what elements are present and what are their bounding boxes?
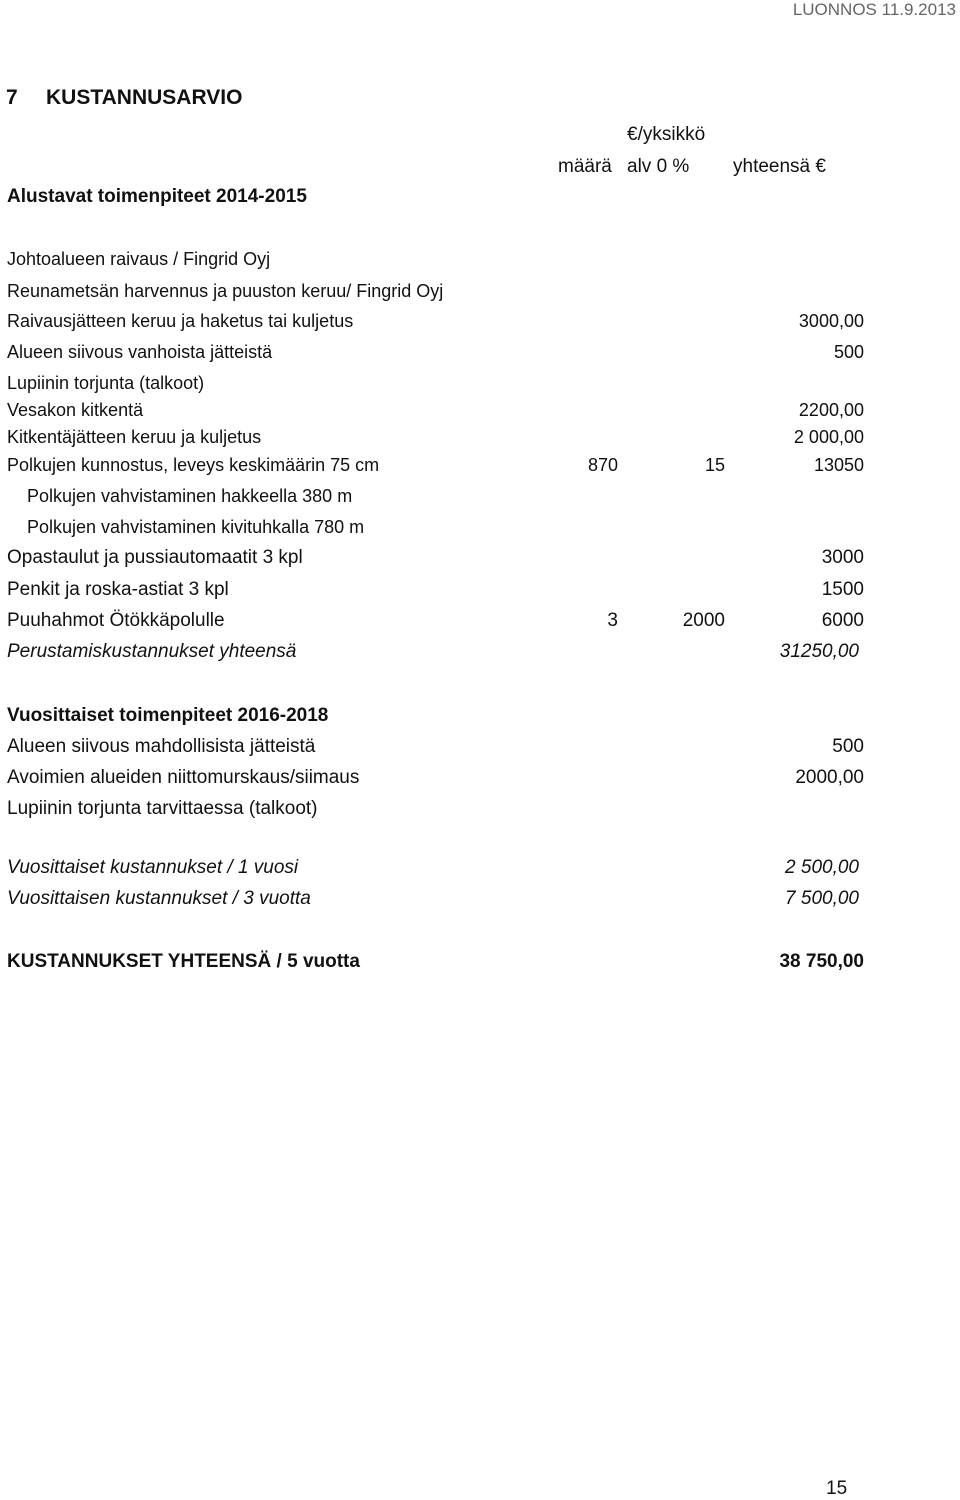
cost-row xyxy=(0,736,960,764)
cost-row xyxy=(0,610,960,638)
row-label: Avoimien alueiden niittomurskaus/siimaus xyxy=(7,767,360,788)
grand-total-row xyxy=(0,951,960,979)
cost-row xyxy=(0,342,960,370)
row-total: 2200,00 xyxy=(798,400,864,420)
row-label: Alueen siivous vanhoista jätteistä xyxy=(7,342,273,362)
row-label: Vesakon kitkentä xyxy=(7,400,144,420)
cost-row xyxy=(0,486,960,514)
row-label: Lupiinin torjunta (talkoot) xyxy=(7,373,205,393)
cost-row xyxy=(0,579,960,607)
row-label: Reunametsän harvennus ja puuston keruu/ Fingrid Oyj xyxy=(7,281,444,301)
grand-total-label: KUSTANNUKSET YHTEENSÄ / 5 vuotta xyxy=(7,951,360,972)
row-total: 2 000,00 xyxy=(793,427,864,447)
section-heading xyxy=(6,86,242,110)
section-title: KUSTANNUSARVIO xyxy=(46,86,243,109)
row-quantity: 870 xyxy=(587,455,618,475)
column-header-unit-price: €/yksikkö xyxy=(627,124,706,145)
row-total: 500 xyxy=(833,342,864,362)
row-label: Alueen siivous mahdollisista jätteistä xyxy=(7,736,316,757)
column-header-vat: alv 0 % xyxy=(627,156,690,177)
section-number: 7 xyxy=(6,86,18,109)
page-number: 15 xyxy=(826,1478,848,1499)
row-total: 3000,00 xyxy=(798,311,864,331)
row-label: Puuhahmot Ötökkäpolulle xyxy=(7,610,225,631)
row-label: Penkit ja roska-astiat 3 kpl xyxy=(7,579,229,600)
row-unit-price: 15 xyxy=(704,455,725,475)
annual-cost-value: 2 500,00 xyxy=(785,857,859,878)
group1-title: Alustavat toimenpiteet 2014-2015 xyxy=(7,186,307,207)
grand-total-value: 38 750,00 xyxy=(779,951,864,972)
cost-row xyxy=(0,517,960,545)
cost-row xyxy=(0,455,960,483)
subtotal-row xyxy=(0,641,960,669)
row-label: Lupiinin torjunta tarvittaessa (talkoot) xyxy=(7,798,318,819)
cost-row xyxy=(0,373,960,401)
cost-row xyxy=(0,427,960,455)
row-label: Johtoalueen raivaus / Fingrid Oyj xyxy=(7,249,271,269)
row-total: 500 xyxy=(832,736,864,757)
row-total: 6000 xyxy=(821,610,864,631)
cost-row xyxy=(0,798,960,826)
row-total: 3000 xyxy=(821,547,864,568)
row-label: Opastaulut ja pussiautomaatit 3 kpl xyxy=(7,547,303,568)
annual-cost-row xyxy=(0,857,960,885)
group2-title: Vuosittaiset toimenpiteet 2016-2018 xyxy=(7,705,329,726)
row-quantity: 3 xyxy=(607,610,618,631)
cost-row xyxy=(0,547,960,575)
row-total: 13050 xyxy=(813,455,864,475)
cost-row xyxy=(0,311,960,339)
draft-stamp: LUONNOS 11.9.2013 xyxy=(792,0,956,19)
subtotal-value: 31250,00 xyxy=(779,641,859,662)
row-label: Polkujen vahvistaminen hakkeella 380 m xyxy=(27,486,353,506)
row-total: 2000,00 xyxy=(795,767,864,788)
three-year-cost-label: Vuosittaisen kustannukset / 3 vuotta xyxy=(7,888,311,909)
annual-cost-label: Vuosittaiset kustannukset / 1 vuosi xyxy=(7,857,299,878)
row-label: Polkujen kunnostus, leveys keskimäärin 75 cm xyxy=(7,455,380,475)
cost-row xyxy=(0,281,960,309)
subtotal-label: Perustamiskustannukset yhteensä xyxy=(7,641,297,662)
cost-row xyxy=(0,400,960,428)
row-total: 1500 xyxy=(821,579,864,600)
row-unit-price: 2000 xyxy=(682,610,725,631)
cost-row xyxy=(0,767,960,795)
column-header-quantity: määrä xyxy=(558,156,612,177)
row-label: Raivausjätteen keruu ja haketus tai kuljetus xyxy=(7,311,354,331)
row-label: Polkujen vahvistaminen kivituhkalla 780 m xyxy=(27,517,365,537)
three-year-cost-row xyxy=(0,888,960,916)
row-label: Kitkentäjätteen keruu ja kuljetus xyxy=(7,427,262,447)
cost-row xyxy=(0,249,960,277)
three-year-cost-value: 7 500,00 xyxy=(785,888,859,909)
column-header-total: yhteensä € xyxy=(733,156,826,177)
